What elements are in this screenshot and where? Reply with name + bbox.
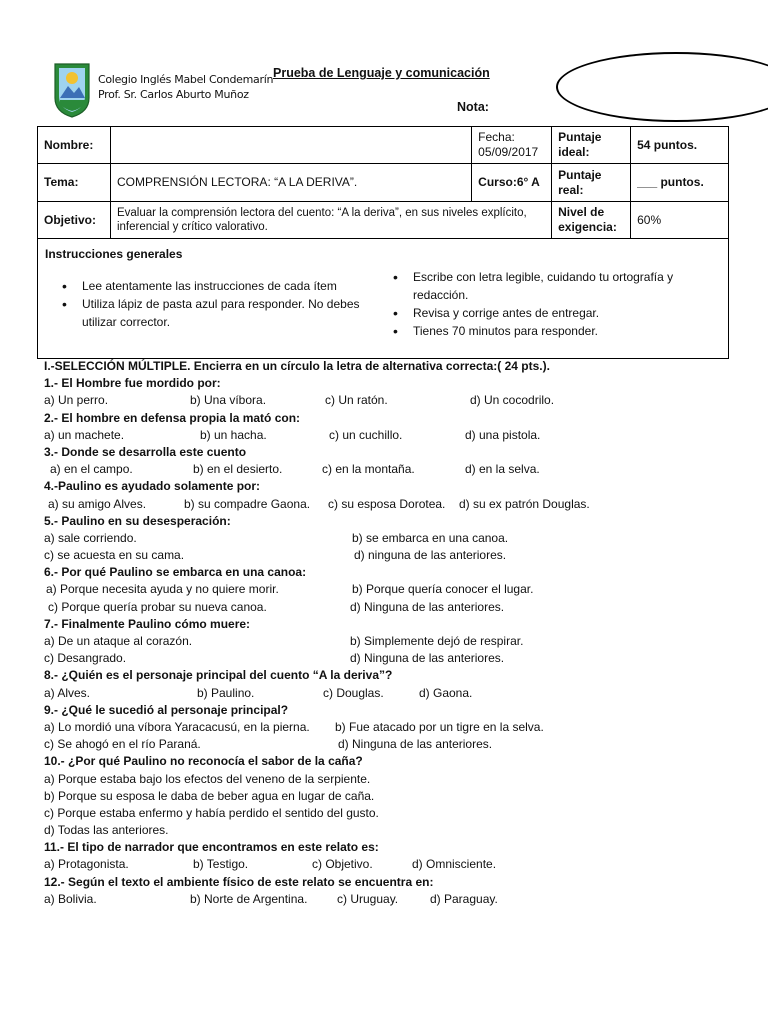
instructions-left-list (58, 277, 388, 331)
options-row (44, 650, 744, 667)
option-a[interactable]: a) un machete. (44, 427, 125, 442)
options-row (44, 461, 744, 478)
question-text: 9.- ¿Qué le sucedió al personaje principal? (44, 702, 289, 717)
grade-oval (556, 52, 768, 122)
option-a[interactable]: a) Alves. (44, 685, 91, 700)
option-b[interactable]: b) Testigo. (193, 857, 249, 872)
option-a[interactable]: a) Bolivia. (44, 891, 97, 906)
question-text: 2.- El hombre en defensa propia la mató con: (44, 410, 301, 425)
option-d[interactable]: d) Ninguna de las anteriores. (350, 599, 505, 614)
tema-label: Tema: (38, 164, 111, 202)
fecha-label: Fecha: (478, 130, 515, 144)
question-text: 10.- ¿Por qué Paulino no reconocía el sabor de la caña? (44, 754, 363, 769)
info-row-objetivo (38, 202, 729, 239)
option-d[interactable]: d) ninguna de las anteriores. (354, 548, 507, 563)
option-b[interactable]: b) en el desierto. (193, 462, 283, 477)
instructions-box (37, 239, 729, 359)
question-6 (44, 564, 744, 581)
option-a[interactable]: a) Lo mordió una víbora Yaracacusú, en la pierna. (44, 719, 310, 734)
instruction-item: • Escribe con letra legible, cuidando tu ortografía y redacción. (389, 268, 724, 304)
option-c[interactable]: c) se acuesta en su cama. (44, 548, 185, 563)
option-b[interactable]: b) Fue atacado por un tigre en la selva. (335, 719, 544, 734)
option-a[interactable]: a) Porque estaba bajo los efectos del veneno de la serpiente. (44, 771, 371, 786)
options-row (44, 805, 744, 822)
option-d[interactable]: d) Ninguna de las anteriores. (350, 651, 505, 666)
option-d[interactable]: d) Un cocodrilo. (470, 393, 555, 408)
options-row (44, 392, 744, 409)
option-c[interactable]: c) Porque estaba enfermo y había perdido el sentido del gusto. (44, 805, 379, 820)
instruction-item: • Lee atentamente las instrucciones de cada ítem (58, 277, 388, 295)
option-b[interactable]: b) Una víbora. (190, 393, 267, 408)
option-d[interactable]: d) Ninguna de las anteriores. (338, 737, 493, 752)
option-c[interactable]: c) su esposa Dorotea. (328, 496, 446, 511)
question-4 (44, 478, 744, 495)
question-12 (44, 874, 744, 891)
options-row (44, 685, 744, 702)
options-row (44, 891, 744, 908)
options-row (44, 736, 744, 753)
options-row (44, 822, 744, 839)
school-crest-logo (52, 60, 92, 118)
option-c[interactable]: c) Uruguay. (337, 891, 399, 906)
puntaje-ideal-label: Puntaje ideal: (552, 127, 631, 164)
question-11 (44, 839, 744, 856)
puntaje-real-value: ___ puntos. (631, 164, 729, 202)
question-3 (44, 444, 744, 461)
school-name (98, 72, 273, 102)
option-c[interactable]: c) Se ahogó en el río Paraná. (44, 737, 201, 752)
instructions-right-list (389, 268, 724, 340)
question-2 (44, 410, 744, 427)
section-heading-text: I.-SELECCIÓN MÚLTIPLE. Encierra en un círculo la letra de alternativa correcta:( 24 pts.). (44, 359, 550, 373)
nombre-field[interactable] (110, 127, 471, 164)
option-c[interactable]: c) Un ratón. (325, 393, 388, 408)
objetivo-value: Evaluar la comprensión lectora del cuento: “A la deriva”, en sus niveles explícito, inferencial y crítico valorativo. (110, 202, 551, 239)
options-row (44, 427, 744, 444)
option-b[interactable]: b) su compadre Gaona. (184, 496, 311, 511)
section-heading (44, 358, 744, 375)
options-row (44, 547, 744, 564)
question-text: 7.- Finalmente Paulino cómo muere: (44, 616, 251, 631)
fecha-value: 05/09/2017 (478, 145, 539, 159)
options-row (44, 530, 744, 547)
options-row (44, 581, 744, 598)
options-row (44, 719, 744, 736)
options-row (44, 771, 744, 788)
option-c[interactable]: c) Objetivo. (312, 857, 373, 872)
option-a[interactable]: a) Protagonista. (44, 857, 129, 872)
fecha-cell (472, 127, 552, 164)
question-text: 3.- Donde se desarrolla este cuento (44, 444, 247, 459)
instruction-item: • Utiliza lápiz de pasta azul para responder. No debes utilizar corrector. (58, 295, 388, 331)
option-a[interactable]: a) Porque necesita ayuda y no quiere morir. (46, 582, 279, 597)
option-c[interactable]: c) un cuchillo. (329, 427, 403, 442)
option-a[interactable]: a) en el campo. (50, 462, 133, 477)
question-text: 12.- Según el texto el ambiente físico de este relato se encuentra en: (44, 874, 434, 889)
school-line-2: Prof. Sr. Carlos Aburto Muñoz (98, 88, 249, 101)
option-c[interactable]: c) Porque quería probar su nueva canoa. (48, 599, 267, 614)
option-a[interactable]: a) sale corriendo. (44, 530, 137, 545)
info-row-tema (38, 164, 729, 202)
options-row (44, 856, 744, 873)
questions-section (44, 358, 744, 908)
option-d[interactable]: d) su ex patrón Douglas. (459, 496, 590, 511)
nivel-label: Nivel de exigencia: (552, 202, 631, 239)
option-c[interactable]: c) Douglas. (323, 685, 384, 700)
question-text: 5.- Paulino en su desesperación: (44, 513, 231, 528)
tema-value: COMPRENSIÓN LECTORA: “A LA DERIVA”. (110, 164, 471, 202)
option-b[interactable]: b) se embarca en una canoa. (352, 530, 509, 545)
options-row (44, 599, 744, 616)
info-table (37, 126, 729, 239)
nombre-label: Nombre: (38, 127, 111, 164)
question-9 (44, 702, 744, 719)
question-text: 11.- El tipo de narrador que encontramos en este relato es: (44, 840, 379, 855)
option-d[interactable]: d) en la selva. (465, 462, 540, 477)
question-text: 4.-Paulino es ayudado solamente por: (44, 479, 261, 494)
option-a[interactable]: a) Un perro. (44, 393, 109, 408)
page-title: Prueba de Lenguaje y comunicación (273, 66, 490, 80)
school-line-1: Colegio Inglés Mabel Condemarín (98, 73, 274, 86)
option-d[interactable]: d) Paraguay. (430, 891, 498, 906)
question-5 (44, 513, 744, 530)
option-d[interactable]: d) una pistola. (465, 427, 541, 442)
nota-label: Nota: (457, 100, 489, 114)
puntaje-real-label: Puntaje real: (552, 164, 631, 202)
question-text: 8.- ¿Quién es el personaje principal del cuento “A la deriva”? (44, 668, 393, 683)
option-b[interactable]: b) Simplemente dejó de respirar. (350, 634, 524, 648)
options-row (44, 633, 744, 650)
option-b[interactable]: b) un hacha. (200, 427, 267, 442)
question-1 (44, 375, 744, 392)
option-d[interactable]: d) Gaona. (419, 685, 473, 700)
option-b[interactable]: b) Porque su esposa le daba de beber agua en lugar de caña. (44, 788, 375, 803)
option-b[interactable]: b) Porque quería conocer el lugar. (352, 582, 534, 597)
instruction-item: • Tienes 70 minutos para responder. (389, 322, 724, 340)
question-text: 1.- El Hombre fue mordido por: (44, 376, 221, 391)
question-7 (44, 616, 744, 633)
info-row-nombre (38, 127, 729, 164)
instructions-title: Instrucciones generales (45, 247, 183, 261)
instruction-item: • Revisa y corrige antes de entregar. (389, 304, 724, 322)
question-8 (44, 667, 744, 684)
option-b[interactable]: b) Paulino. (197, 685, 255, 700)
option-d[interactable]: d) Omnisciente. (412, 857, 497, 872)
question-10 (44, 753, 744, 770)
option-a[interactable]: a) De un ataque al corazón. (44, 634, 193, 648)
option-d[interactable]: d) Todas las anteriores. (44, 823, 169, 838)
objetivo-label: Objetivo: (38, 202, 111, 239)
option-c[interactable]: c) en la montaña. (322, 462, 415, 477)
curso-value: Curso:6° A (472, 164, 552, 202)
nivel-value: 60% (631, 202, 729, 239)
option-a[interactable]: a) su amigo Alves. (48, 496, 147, 511)
question-text: 6.- Por qué Paulino se embarca en una canoa: (44, 565, 307, 580)
options-row (44, 788, 744, 805)
options-row (44, 496, 744, 513)
puntaje-ideal-value: 54 puntos. (631, 127, 729, 164)
option-c[interactable]: c) Desangrado. (44, 651, 127, 666)
option-b[interactable]: b) Norte de Argentina. (190, 891, 308, 906)
